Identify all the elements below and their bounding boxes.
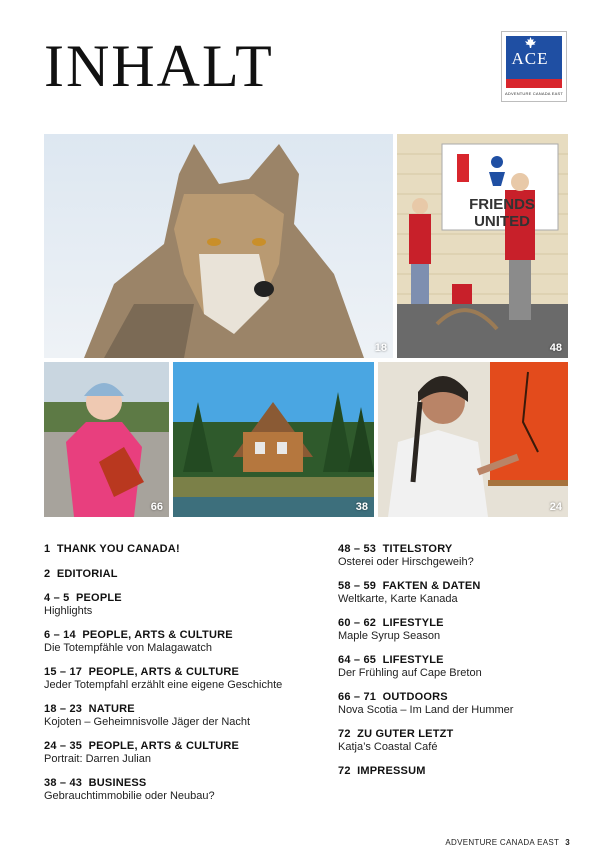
toc-description: Osterei oder Hirschgeweih? [338,556,474,568]
toc-section: TITELSTORY [382,543,453,555]
toc-description: Maple Syrup Season [338,630,441,642]
toc-section: BUSINESS [88,777,147,789]
sign-text: FRIENDS UNITED [469,196,535,230]
friends-united-photo [397,134,568,358]
toc-entry[interactable] [44,703,334,729]
toc-section: PEOPLE [75,592,122,604]
toc-section: LIFESTYLE [382,617,444,629]
toc-entry[interactable] [338,765,578,778]
toc-pages: 48 – 53 [338,543,377,555]
toc-entry[interactable] [44,543,334,556]
toc-description: Nova Scotia – Im Land der Hummer [338,704,514,716]
toc-pages: 64 – 65 [338,654,377,666]
toc-entry[interactable] [338,728,578,754]
artist-photo [378,362,568,517]
coyote-photo [44,134,393,358]
toc-description: Portrait: Darren Julian [44,753,151,765]
toc-entry[interactable] [44,568,334,581]
photo-page-number: 48 [549,342,562,354]
toc-description: Highlights [44,605,93,617]
toc-pages: 24 – 35 [44,740,83,752]
toc-pages: 66 – 71 [338,691,377,703]
toc-entry[interactable] [338,654,578,680]
toc-section: NATURE [88,703,135,715]
toc-description: Kojoten – Geheimnisvolle Jäger der Nacht [44,716,251,728]
toc-entry[interactable] [338,617,578,643]
toc-pages: 72 [338,728,351,740]
toc-pages: 6 – 14 [44,629,76,641]
toc-description: Der Frühling auf Cape Breton [338,667,482,679]
toc-section: IMPRESSUM [357,765,426,777]
toc-pages: 58 – 59 [338,580,377,592]
photo-page-number: 18 [374,342,387,354]
toc-section: OUTDOORS [382,691,448,703]
ace-logo [501,31,567,102]
maple-leaf-icon [524,37,537,48]
page-title: INHALT [44,33,274,99]
lake-house-photo [173,362,374,517]
toc-description: Die Totempfähle von Malagawatch [44,642,212,654]
photo-page-number: 24 [549,501,562,513]
toc-entry[interactable] [44,740,334,766]
toc-entry[interactable] [44,777,334,803]
toc-description: Jeder Totempfahl erzählt eine eigene Geschichte [44,679,283,691]
toc-section: EDITORIAL [56,568,118,580]
toc-description: Weltkarte, Karte Kanada [338,593,458,605]
toc-section: THANK YOU CANADA! [56,543,180,555]
logo-subtitle: ADVENTURE CANADA EAST [505,91,563,96]
toc-entry[interactable] [338,691,578,717]
toc-pages: 2 [44,568,51,580]
logo-text: ACE [511,49,549,68]
toc-entry[interactable] [44,666,334,692]
toc-section: PEOPLE, ARTS & CULTURE [88,740,240,752]
toc-pages: 15 – 17 [44,666,83,678]
photo-page-number: 66 [150,501,163,513]
toc-section: PEOPLE, ARTS & CULTURE [88,666,240,678]
girl-lobster-photo [44,362,169,517]
toc-section: ZU GUTER LETZT [357,728,454,740]
toc-entry[interactable] [338,543,578,569]
toc-section: PEOPLE, ARTS & CULTURE [82,629,233,641]
footer-magazine: ADVENTURE CANADA EAST [445,838,560,847]
toc-pages: 18 – 23 [44,703,83,715]
toc-entry[interactable] [44,629,334,655]
toc-entry[interactable] [44,592,334,618]
toc-entry[interactable] [338,580,578,606]
footer-page-number: 3 [565,838,570,847]
toc-section: LIFESTYLE [382,654,444,666]
toc-description: Gebrauchtimmobilie oder Neubau? [44,790,215,802]
page-footer [445,838,570,847]
toc-pages: 38 – 43 [44,777,83,789]
toc-description: Katja’s Coastal Café [338,741,438,753]
toc-pages: 72 [338,765,351,777]
toc-pages: 1 [44,543,51,555]
photo-page-number: 38 [355,501,368,513]
toc-section: FAKTEN & DATEN [382,580,481,592]
toc-pages: 60 – 62 [338,617,377,629]
toc-pages: 4 – 5 [44,592,70,604]
